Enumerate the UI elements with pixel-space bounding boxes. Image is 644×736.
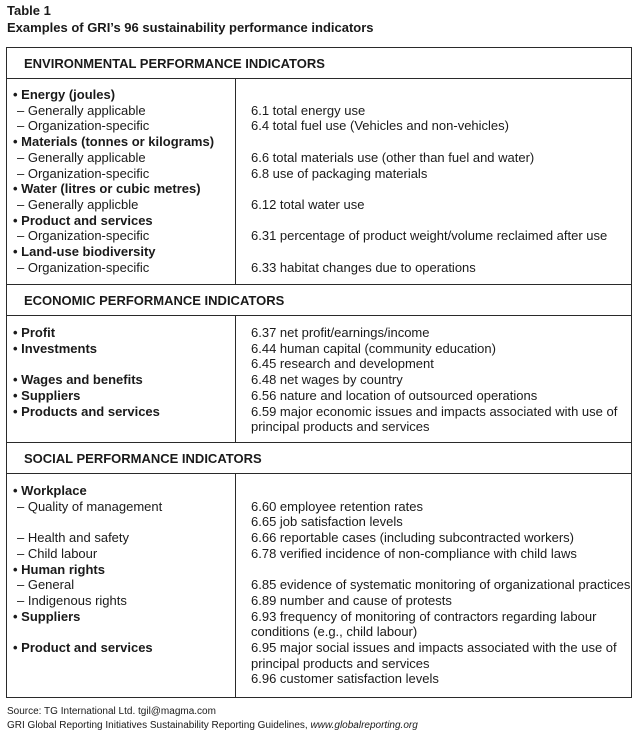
indicator-description: 6.59 major economic issues and impacts associated with use of xyxy=(251,403,618,419)
indicator-description: 6.96 customer satisfaction levels xyxy=(251,671,439,687)
indicator-description: 6.93 frequency of monitoring of contractors regarding labour xyxy=(251,608,597,624)
indicator-category: • Land-use biodiversity xyxy=(13,244,156,259)
indicator-category: • Workplace xyxy=(13,483,87,498)
indicator-description: 6.6 total materials use (other than fuel and water) xyxy=(251,149,535,165)
section-heading-economic: ECONOMIC PERFORMANCE INDICATORS xyxy=(7,285,631,316)
indicator-category: • Product and services xyxy=(13,212,153,228)
table-row xyxy=(7,530,631,546)
indicator-description: 6.48 net wages by country xyxy=(251,372,403,388)
indicator-description: 6.33 habitat changes due to operations xyxy=(251,259,476,275)
table-row xyxy=(7,150,631,166)
table-row xyxy=(7,134,631,150)
indicator-description: 6.8 use of packaging materials xyxy=(251,165,428,181)
table-row xyxy=(7,483,631,499)
indicator-description-continued: principal products and services xyxy=(251,419,430,435)
indicator-description: 6.44 human capital (community education) xyxy=(251,340,496,356)
indicator-description: 6.65 job satisfaction levels xyxy=(251,514,403,530)
table-row xyxy=(7,103,631,119)
indicator-description: 6.60 employee retention rates xyxy=(251,498,423,514)
table-row xyxy=(7,356,631,372)
indicator-subcategory: – Generally applicable xyxy=(17,149,146,165)
guidelines-text: GRI Global Reporting Initiatives Sustainability Reporting Guidelines, xyxy=(7,720,311,731)
section-body-environmental xyxy=(7,79,631,285)
indicator-category: • Profit xyxy=(13,325,56,340)
indicator-description: 6.37 net profit/earnings/income xyxy=(251,325,430,340)
table-row xyxy=(7,228,631,244)
indicator-category: • Suppliers xyxy=(13,608,81,624)
table-row xyxy=(7,593,631,609)
indicator-description-continued: principal products and services xyxy=(251,655,430,671)
indicator-category: • Materials (tonnes or kilograms) xyxy=(13,134,215,150)
indicator-category: • Human rights xyxy=(13,561,105,577)
indicator-subcategory: – Generally applicable xyxy=(17,102,146,118)
indicator-subcategory: – Indigenous rights xyxy=(17,592,127,608)
table-row xyxy=(7,87,631,103)
table-row xyxy=(7,181,631,197)
table-caption xyxy=(7,2,374,36)
indicator-description: 6.78 verified incidence of non-compliance with child laws xyxy=(251,545,577,561)
indicator-category: • Product and services xyxy=(13,640,153,655)
indicator-subcategory: – Organization-specific xyxy=(17,259,150,275)
table-row xyxy=(7,341,631,357)
indicator-category: • Energy (joules) xyxy=(13,87,116,102)
source-note: Source: TG International Ltd. tgil@magma.com xyxy=(7,706,216,717)
table-title: Examples of GRI’s 96 sustainability performance indicators xyxy=(7,20,374,35)
table-row xyxy=(7,372,631,388)
table-row xyxy=(7,640,631,656)
indicator-description: 6.56 nature and location of outsourced operations xyxy=(251,387,538,403)
indicator-subcategory: – Organization-specific xyxy=(17,228,150,244)
indicator-subcategory: – Generally applicble xyxy=(17,196,139,212)
indicator-subcategory: – Child labour xyxy=(17,545,98,561)
table-row xyxy=(7,562,631,578)
indicator-subcategory: – Health and safety xyxy=(17,530,130,546)
indicator-subcategory: – Organization-specific xyxy=(17,165,150,181)
table-row xyxy=(7,118,631,134)
table-label: Table 1 xyxy=(7,3,51,18)
table-row xyxy=(7,546,631,562)
indicator-category: • Suppliers xyxy=(13,387,81,403)
table-row xyxy=(7,499,631,515)
indicator-description: 6.66 reportable cases (including subcontracted workers) xyxy=(251,530,575,546)
table-row xyxy=(7,624,631,640)
section-heading-social: SOCIAL PERFORMANCE INDICATORS xyxy=(7,443,631,474)
table-row xyxy=(7,388,631,404)
indicator-description: 6.12 total water use xyxy=(251,196,365,212)
table-row xyxy=(7,404,631,420)
indicator-description: 6.85 evidence of systematic monitoring of organizational practices xyxy=(251,577,631,593)
indicator-category: • Water (litres or cubic metres) xyxy=(13,181,201,197)
indicator-description: 6.95 major social issues and impacts associated with the use of xyxy=(251,640,617,655)
table-row xyxy=(7,577,631,593)
table-row xyxy=(7,325,631,341)
table-row xyxy=(7,656,631,672)
indicator-description: 6.4 total fuel use (Vehicles and non-vehicles) xyxy=(251,118,509,134)
indicator-category: • Investments xyxy=(13,340,98,356)
table-row xyxy=(7,419,631,435)
table-row xyxy=(7,244,631,260)
table-row xyxy=(7,671,631,687)
table-row xyxy=(7,514,631,530)
table-row xyxy=(7,197,631,213)
indicator-subcategory: – Organization-specific xyxy=(17,118,150,134)
guidelines-note xyxy=(7,719,418,733)
indicator-category: • Products and services xyxy=(13,403,160,419)
indicators-table xyxy=(6,47,632,698)
indicator-category: • Wages and benefits xyxy=(13,372,143,388)
section-heading-environmental: ENVIRONMENTAL PERFORMANCE INDICATORS xyxy=(7,48,631,79)
indicator-subcategory: – General xyxy=(17,577,75,593)
section-body-economic xyxy=(7,316,631,443)
table-row xyxy=(7,609,631,625)
section-body-social xyxy=(7,474,631,697)
indicator-description: 6.45 research and development xyxy=(251,356,434,372)
table-row xyxy=(7,260,631,276)
indicator-description: 6.31 percentage of product weight/volume reclaimed after use xyxy=(251,228,608,244)
indicator-description-continued: conditions (e.g., child labour) xyxy=(251,624,418,640)
indicator-description: 6.1 total energy use xyxy=(251,102,366,118)
indicator-description: 6.89 number and cause of protests xyxy=(251,592,452,608)
table-row xyxy=(7,213,631,229)
indicator-subcategory: – Quality of management xyxy=(17,498,163,514)
guidelines-link[interactable]: www.globalreporting.org xyxy=(310,720,418,731)
table-row xyxy=(7,166,631,182)
